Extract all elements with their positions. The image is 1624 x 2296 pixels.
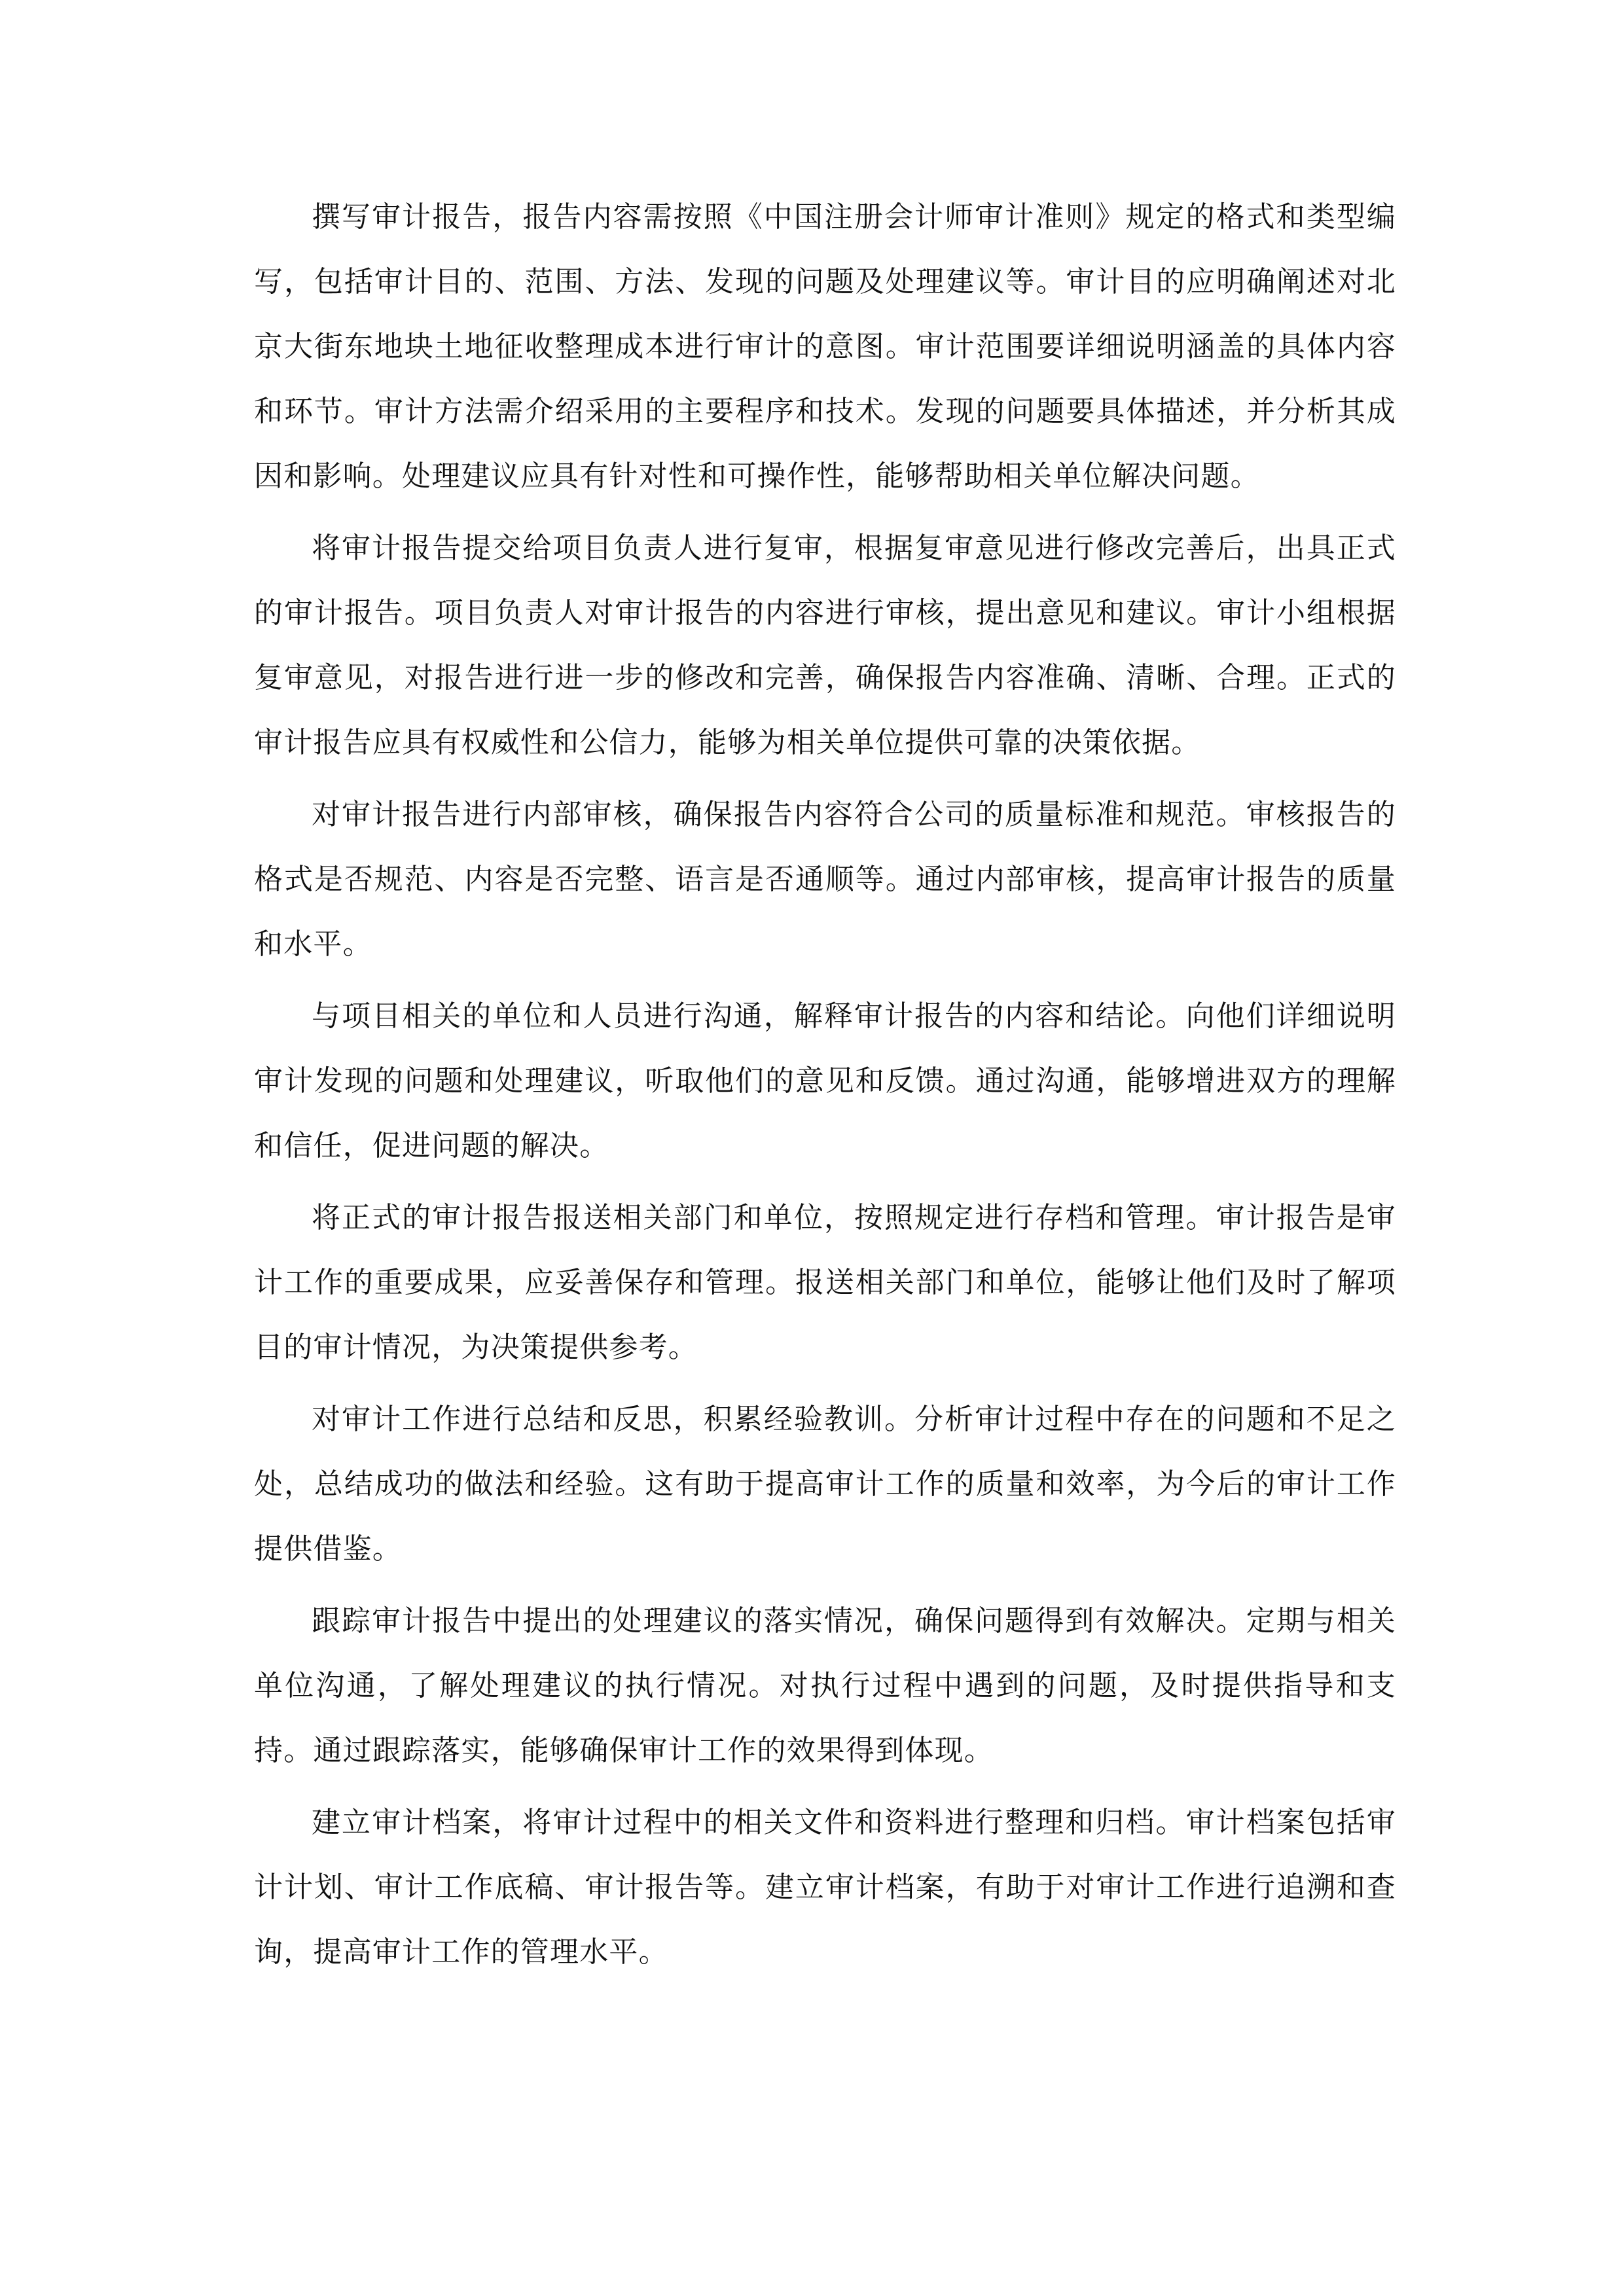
- paragraph-summary-and-reflection: 对审计工作进行总结和反思，积累经验教训。分析审计过程中存在的问题和不足之处，总结成功的做法和经验。这有助于提高审计工作的质量和效率，为今后的审计工作提供借鉴。: [254, 1403, 1396, 1566]
- paragraph-internal-review: 对审计报告进行内部审核，确保报告内容符合公司的质量标准和规范。审核报告的格式是否规范、内容是否完整、语言是否通顺等。通过内部审核，提高审计报告的质量和水平。: [254, 798, 1396, 961]
- document-body: [254, 185, 1396, 1992]
- paragraph-follow-up: 跟踪审计报告中提出的处理建议的落实情况，确保问题得到有效解决。定期与相关单位沟通，了解处理建议的执行情况。对执行过程中遇到的问题，及时提供指导和支持。通过跟踪落实，能够确保审计工作的效果得到体现。: [254, 1604, 1396, 1767]
- paragraph-audit-archives: 建立审计档案，将审计过程中的相关文件和资料进行整理和归档。审计档案包括审计计划、审计工作底稿、审计报告等。建立审计档案，有助于对审计工作进行追溯和查询，提高审计工作的管理水平。: [254, 1806, 1396, 1969]
- paragraph-review-by-project-lead: 将审计报告提交给项目负责人进行复审，根据复审意见进行修改完善后，出具正式的审计报告。项目负责人对审计报告的内容进行审核，提出意见和建议。审计小组根据复审意见，对报告进行进一步的修改和完善，确保报告内容准确、清晰、合理。正式的审计报告应具有权威性和公信力，能够为相关单位提供可靠的决策依据。: [254, 531, 1396, 759]
- paragraph-audit-report-drafting: 撰写审计报告，报告内容需按照《中国注册会计师审计准则》规定的格式和类型编写，包括审计目的、范围、方法、发现的问题及处理建议等。审计目的应明确阐述对北京大街东地块土地征收整理成本进行审计的意图。审计范围要详细说明涵盖的具体内容和环节。审计方法需介绍采用的主要程序和技术。发现的问题要具体描述，并分析其成因和影响。处理建议应具有针对性和可操作性，能够帮助相关单位解决问题。: [254, 200, 1396, 493]
- paragraph-submission-and-archiving: 将正式的审计报告报送相关部门和单位，按照规定进行存档和管理。审计报告是审计工作的重要成果，应妥善保存和管理。报送相关部门和单位，能够让他们及时了解项目的审计情况，为决策提供参考。: [254, 1201, 1396, 1364]
- paragraph-communication: 与项目相关的单位和人员进行沟通，解释审计报告的内容和结论。向他们详细说明审计发现的问题和处理建议，听取他们的意见和反馈。通过沟通，能够增进双方的理解和信任，促进问题的解决。: [254, 999, 1396, 1162]
